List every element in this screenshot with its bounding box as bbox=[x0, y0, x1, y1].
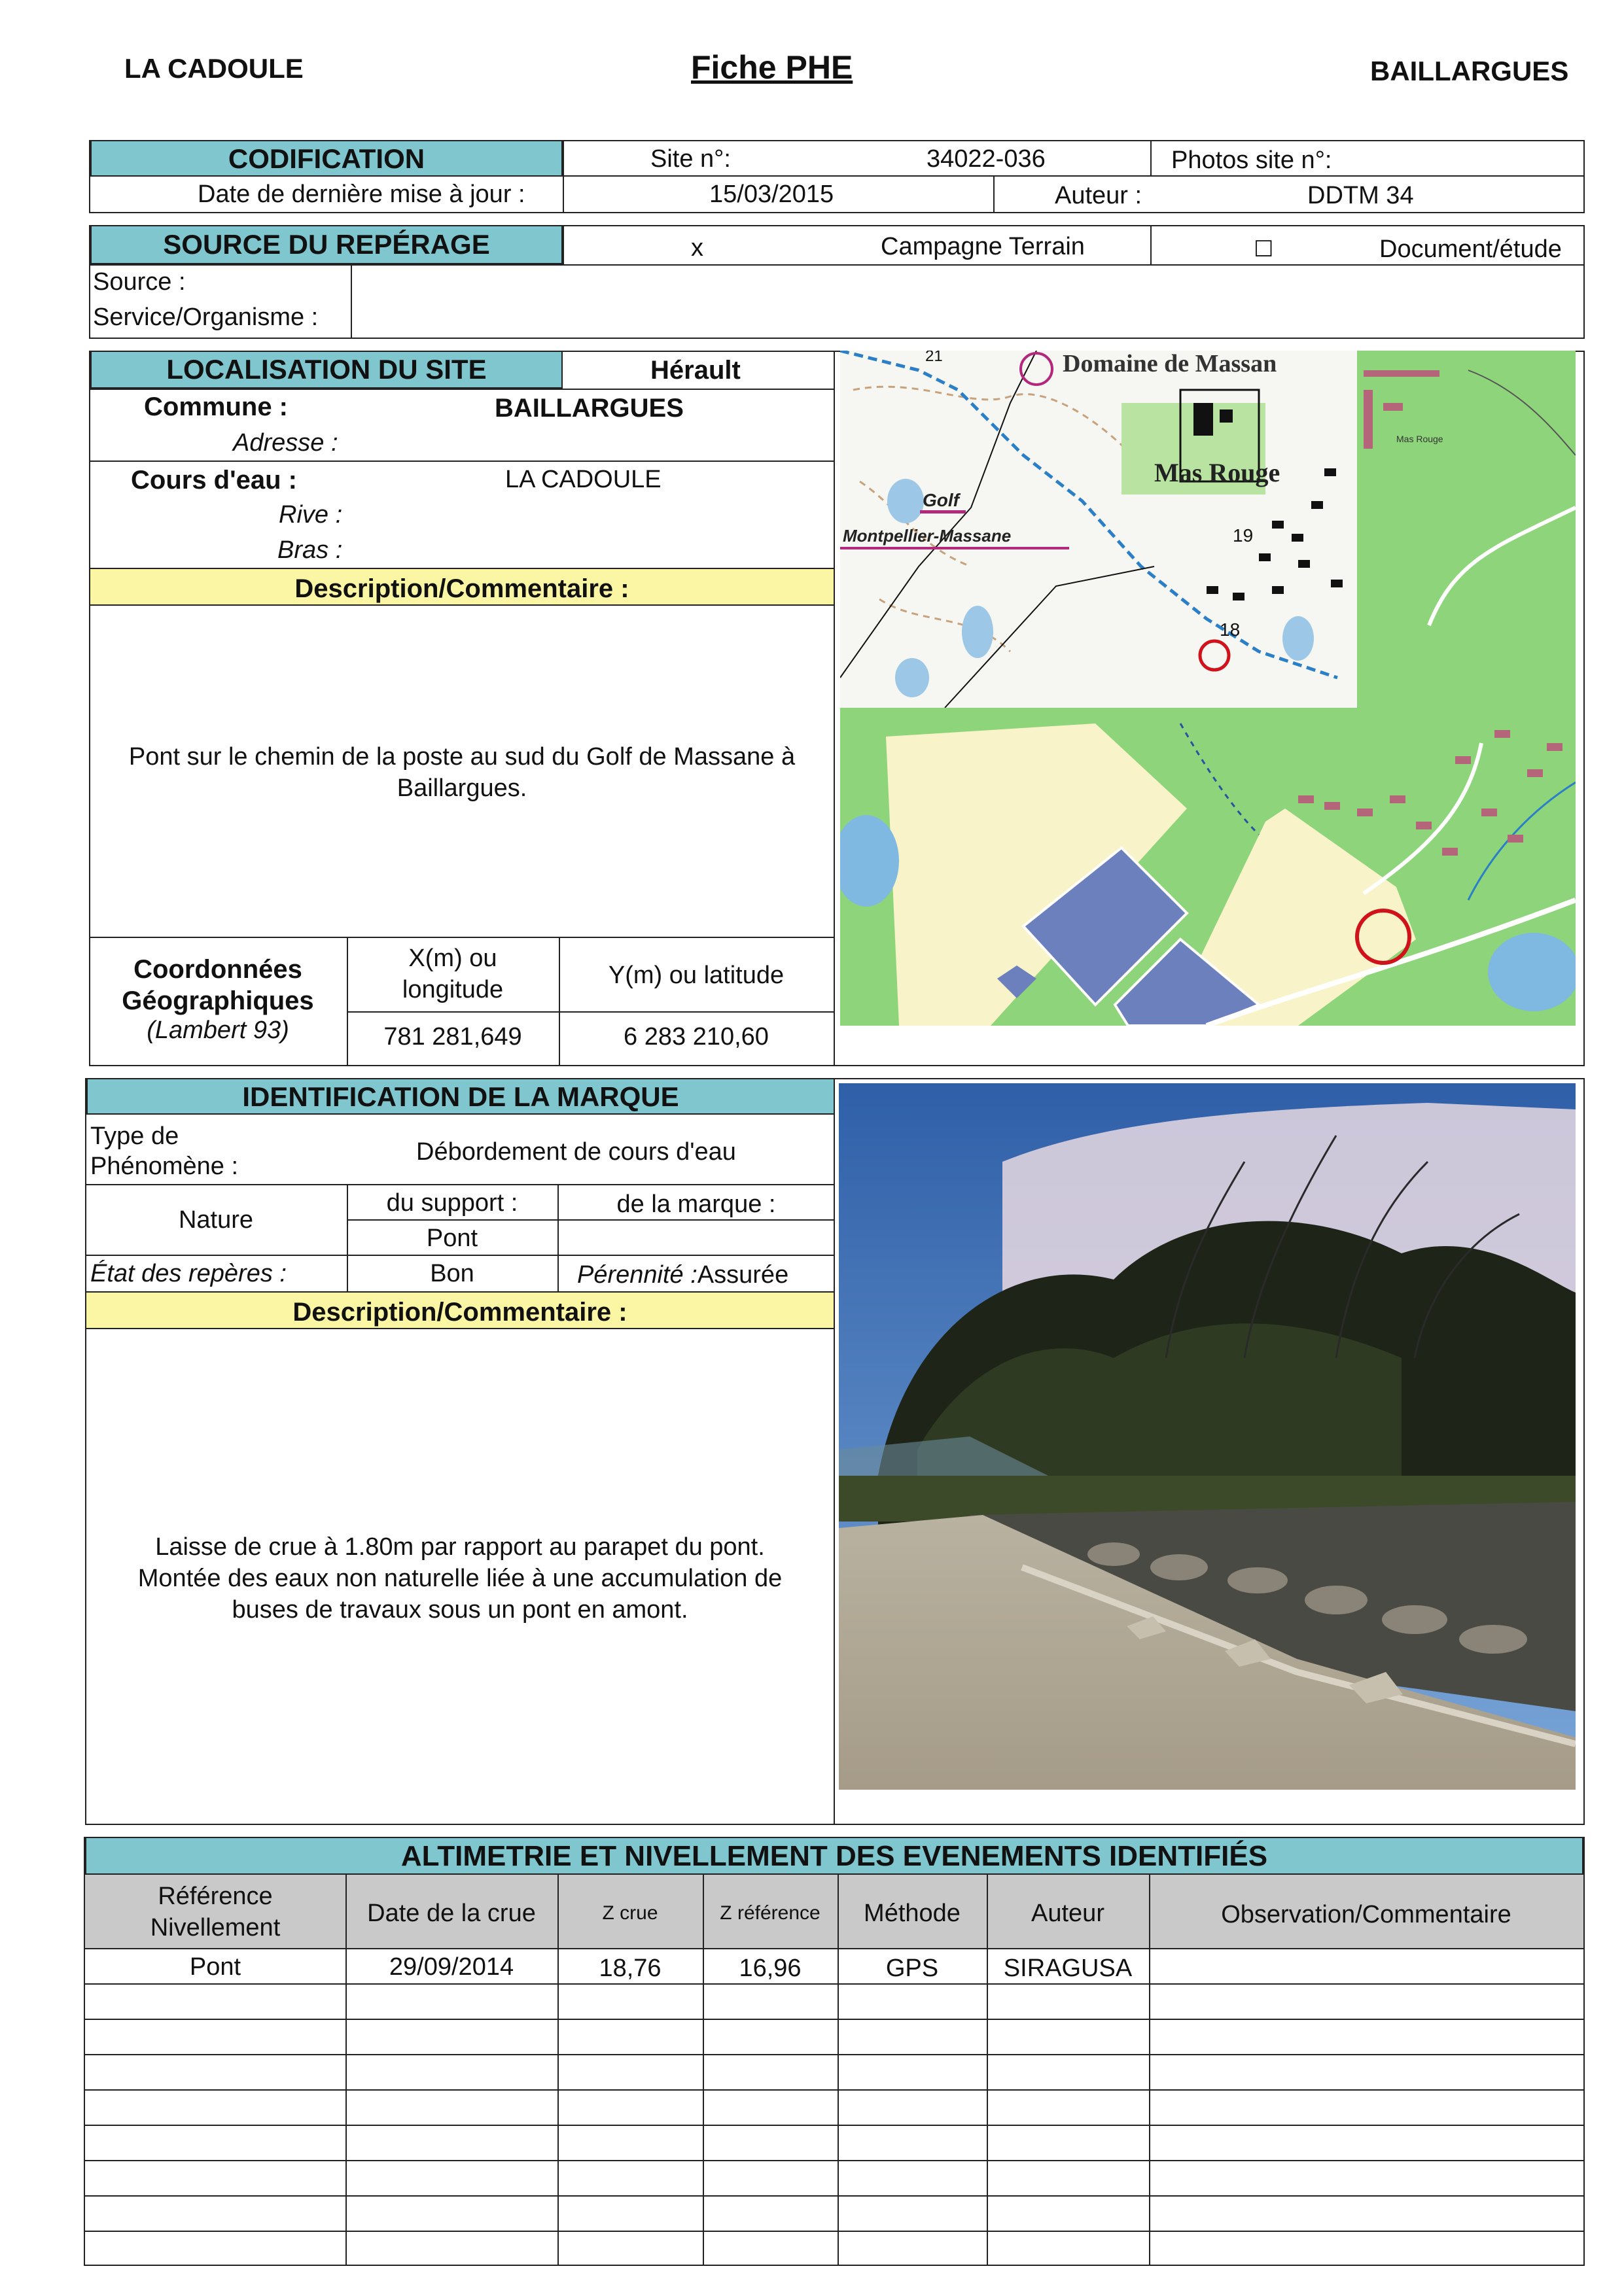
loc-desc-line1: Pont sur le chemin de la poste au sud du Golf de Massane à bbox=[128, 743, 796, 771]
source-label: Source : bbox=[93, 268, 186, 296]
commune-label: Commune : bbox=[144, 392, 288, 421]
page-title: Fiche PHE bbox=[691, 49, 853, 86]
date-value: 15/03/2015 bbox=[709, 181, 834, 208]
coord-label-2: Géographiques bbox=[122, 986, 314, 1015]
loc-desc-title: Description/Commentaire : bbox=[294, 574, 629, 603]
col-methode: Méthode bbox=[864, 1900, 961, 1927]
map-label-golf: Golf bbox=[923, 490, 959, 510]
id-desc-line1: Laisse de crue à 1.80m par rapport au parapet du pont. bbox=[155, 1533, 765, 1561]
col-zcrue: Z crue bbox=[602, 1902, 658, 1924]
site-photo bbox=[839, 1083, 1576, 1790]
terrain-label: Campagne Terrain bbox=[881, 233, 1085, 260]
bras-label: Bras : bbox=[277, 536, 343, 564]
altimetrie-title: ALTIMETRIE ET NIVELLEMENT DES EVENEMENTS IDENTIFIÉS bbox=[400, 1840, 1268, 1872]
y-label: Y(m) ou latitude bbox=[608, 962, 785, 989]
map-label-19: 19 bbox=[1233, 525, 1254, 546]
y-value: 6 283 210,60 bbox=[624, 1023, 769, 1051]
col-zref: Z référence bbox=[720, 1902, 821, 1924]
x-value: 781 281,649 bbox=[383, 1023, 522, 1051]
id-desc-title: Description/Commentaire : bbox=[292, 1298, 627, 1327]
loc-desc-line2: Baillargues. bbox=[397, 774, 527, 802]
rive-label: Rive : bbox=[279, 501, 343, 529]
map-label-mas-rouge: Mas Rouge bbox=[1154, 458, 1280, 487]
row1-methode: GPS bbox=[885, 1955, 939, 1982]
row1-auteur: SIRAGUSA bbox=[1003, 1955, 1133, 1982]
service-label: Service/Organisme : bbox=[93, 304, 319, 331]
map-label-golf-2: Montpellier-Massane bbox=[843, 526, 1012, 546]
col-obs: Observation/Commentaire bbox=[1221, 1901, 1511, 1928]
col-auteur: Auteur bbox=[1031, 1900, 1104, 1927]
support-value: Pont bbox=[426, 1225, 478, 1252]
perennite-label: Pérennité : bbox=[577, 1261, 697, 1289]
commune-value: BAILLARGUES bbox=[495, 394, 684, 423]
map-label-21: 21 bbox=[925, 351, 943, 365]
map-label-mas-rouge-small: Mas Rouge bbox=[1396, 434, 1443, 444]
etat-label: État des repères : bbox=[90, 1260, 287, 1287]
auteur-label: Auteur : bbox=[1055, 182, 1142, 209]
nature-label: Nature bbox=[178, 1206, 254, 1234]
source-title: SOURCE DU REPÉRAGE bbox=[163, 229, 490, 260]
map-label-domaine: Domaine de Massan bbox=[1063, 351, 1277, 377]
cours-label: Cours d'eau : bbox=[131, 466, 297, 495]
map-label-18: 18 bbox=[1220, 619, 1241, 640]
x-label-2: longitude bbox=[402, 976, 504, 1003]
id-desc-line3: buses de travaux sous un pont en amont. bbox=[232, 1596, 688, 1624]
photos-label: Photos site n°: bbox=[1171, 147, 1332, 174]
col-ref-1: Référence bbox=[158, 1883, 273, 1910]
id-desc-line2: Montée des eaux non naturelle liée à une accumulation de bbox=[137, 1565, 783, 1592]
location-map bbox=[840, 351, 1576, 1026]
coord-label-1: Coordonnées bbox=[133, 955, 302, 984]
cours-value: LA CADOULE bbox=[505, 466, 662, 493]
type-label-1: Type de bbox=[90, 1122, 179, 1150]
header-right: BAILLARGUES bbox=[1370, 56, 1569, 86]
x-label-1: X(m) ou bbox=[408, 945, 497, 972]
terrain-mark: x bbox=[691, 234, 703, 262]
localisation-title: LOCALISATION DU SITE bbox=[166, 354, 487, 385]
header-left: LA CADOULE bbox=[124, 53, 304, 84]
perennite-value: Assurée bbox=[697, 1261, 789, 1289]
marque-label: de la marque : bbox=[616, 1191, 776, 1218]
row1-date: 29/09/2014 bbox=[389, 1953, 514, 1981]
site-value: 34022-036 bbox=[927, 145, 1046, 173]
support-label: du support : bbox=[386, 1189, 518, 1217]
coord-label-3: (Lambert 93) bbox=[147, 1017, 289, 1044]
identification-title: IDENTIFICATION DE LA MARQUE bbox=[242, 1081, 679, 1112]
type-value: Débordement de cours d'eau bbox=[416, 1138, 736, 1166]
etat-value: Bon bbox=[430, 1260, 474, 1287]
site-label: Site n°: bbox=[650, 145, 731, 173]
adresse-label: Adresse : bbox=[233, 429, 338, 457]
col-date: Date de la crue bbox=[367, 1900, 536, 1927]
perennite-row bbox=[577, 1262, 788, 1287]
type-label-2: Phénomène : bbox=[90, 1153, 239, 1180]
date-label: Date de dernière mise à jour : bbox=[198, 181, 525, 208]
row1-zref: 16,96 bbox=[739, 1955, 802, 1982]
departement: Hérault bbox=[650, 356, 741, 385]
doc-checkbox: ☐ bbox=[1254, 237, 1274, 262]
auteur-value: DDTM 34 bbox=[1307, 182, 1414, 209]
doc-label: Document/étude bbox=[1379, 235, 1562, 263]
row1-zcrue: 18,76 bbox=[599, 1955, 662, 1982]
codification-title: CODIFICATION bbox=[228, 143, 425, 174]
col-ref-2: Nivellement bbox=[150, 1914, 281, 1941]
row1-ref: Pont bbox=[189, 1953, 241, 1981]
